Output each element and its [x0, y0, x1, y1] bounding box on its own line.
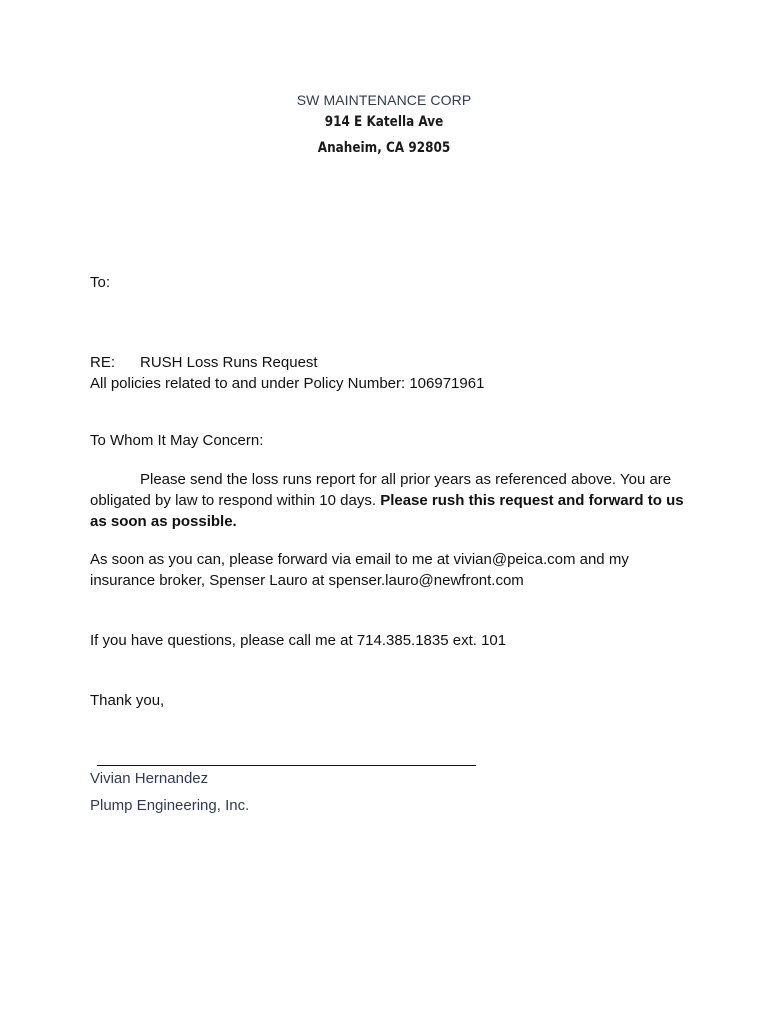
policy-line: All policies related to and under Policy Number: 106971961 — [90, 375, 485, 392]
body-paragraph-1-emphasis: Please rush this request and forward to us as soon as possible. — [90, 492, 684, 530]
subject-line — [90, 353, 318, 373]
closing: Thank you, — [90, 692, 165, 709]
body-paragraph-2: As soon as you can, please forward via email to me at vivian@peica.com and my insurance broker, Spenser Lauro at spenser.lauro@newfront.com — [90, 551, 629, 589]
body-paragraph-1 — [90, 469, 690, 532]
letterhead-address-line1: 914 E Katella Ave — [324, 114, 444, 130]
signature-line — [97, 765, 476, 766]
signature-name: Vivian Hernandez — [90, 770, 209, 787]
body-paragraph-3: If you have questions, please call me at 714.385.1835 ext. 101 — [90, 632, 507, 649]
recipient-label: To: — [90, 274, 111, 291]
letterhead-address-line2: Anaheim, CA 92805 — [317, 140, 451, 156]
subject-label: RE: — [90, 354, 116, 371]
signature-company: Plump Engineering, Inc. — [90, 797, 250, 814]
subject-text: RUSH Loss Runs Request — [140, 354, 318, 371]
letterhead-company: SW MAINTENANCE CORP — [296, 92, 472, 108]
body-paragraph-1-text: Please send the loss runs report for all prior years as referenced above. You are obligated by law to respond within 10 days. — [90, 471, 672, 509]
salutation: To Whom It May Concern: — [90, 432, 264, 449]
